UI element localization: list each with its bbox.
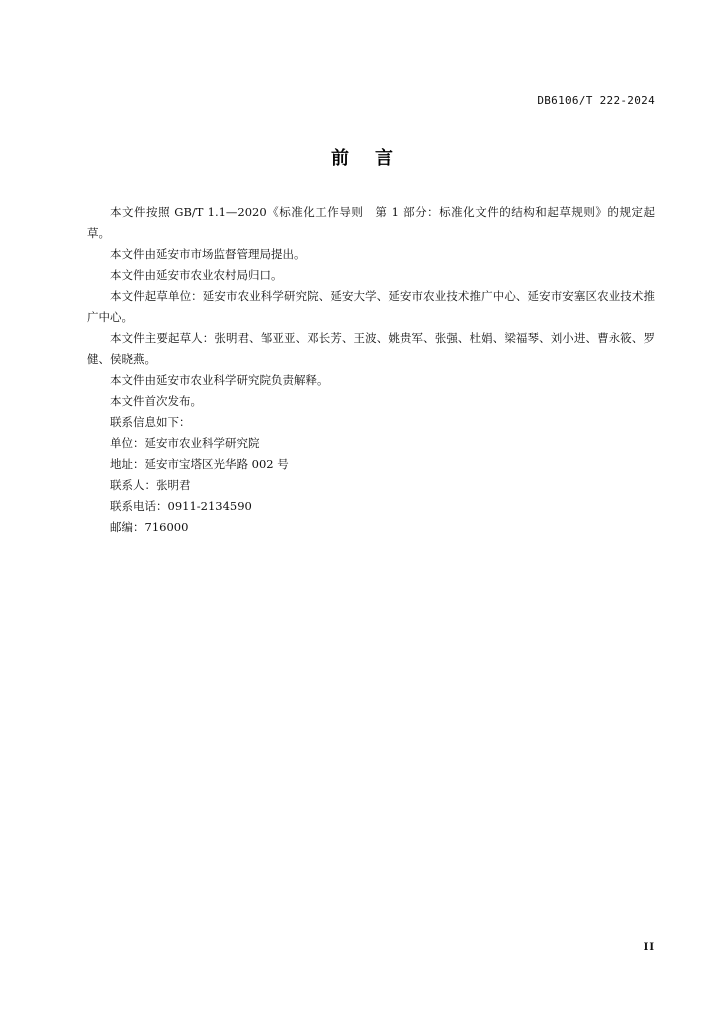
page-title xyxy=(0,144,724,170)
paragraph-drafting-basis: 本文件按照 GB/T 1.1—2020《标准化工作导则 第 1 部分：标准化文件的结构和起草规则》的规定起草。 xyxy=(87,205,655,240)
document-code: DB6106/T 222-2024 xyxy=(537,94,655,107)
contact-unit: 单位：延安市农业科学研究院 xyxy=(110,436,260,450)
paragraph-centralized-unit: 本文件由延安市农业农村局归口。 xyxy=(110,268,283,282)
paragraph-drafting-units: 本文件起草单位：延安市农业科学研究院、延安大学、延安市农业技术推广中心、延安市安塞区农业技术推广中心。 xyxy=(87,289,655,324)
paragraph-proposer: 本文件由延安市市场监督管理局提出。 xyxy=(110,247,306,261)
paragraph-interpretation: 本文件由延安市农业科学研究院负责解释。 xyxy=(110,373,329,387)
contact-phone: 联系电话：0911-2134590 xyxy=(110,499,252,513)
foreword-body xyxy=(87,202,655,538)
paragraph-drafters: 本文件主要起草人：张明君、邹亚亚、邓长芳、王波、姚贵军、张强、杜娟、梁福琴、刘小进、曹永筱、罗健、侯晓燕。 xyxy=(87,331,655,366)
paragraph-contact-heading: 联系信息如下： xyxy=(110,415,191,429)
title-char-1: 前 xyxy=(331,148,349,169)
contact-address: 地址：延安市宝塔区光华路 002 号 xyxy=(110,457,289,471)
page-number: II xyxy=(643,942,655,953)
contact-person: 联系人：张明君 xyxy=(110,478,191,492)
contact-postcode: 邮编：716000 xyxy=(110,520,189,534)
title-char-2: 言 xyxy=(375,148,393,169)
paragraph-first-release: 本文件首次发布。 xyxy=(110,394,202,408)
